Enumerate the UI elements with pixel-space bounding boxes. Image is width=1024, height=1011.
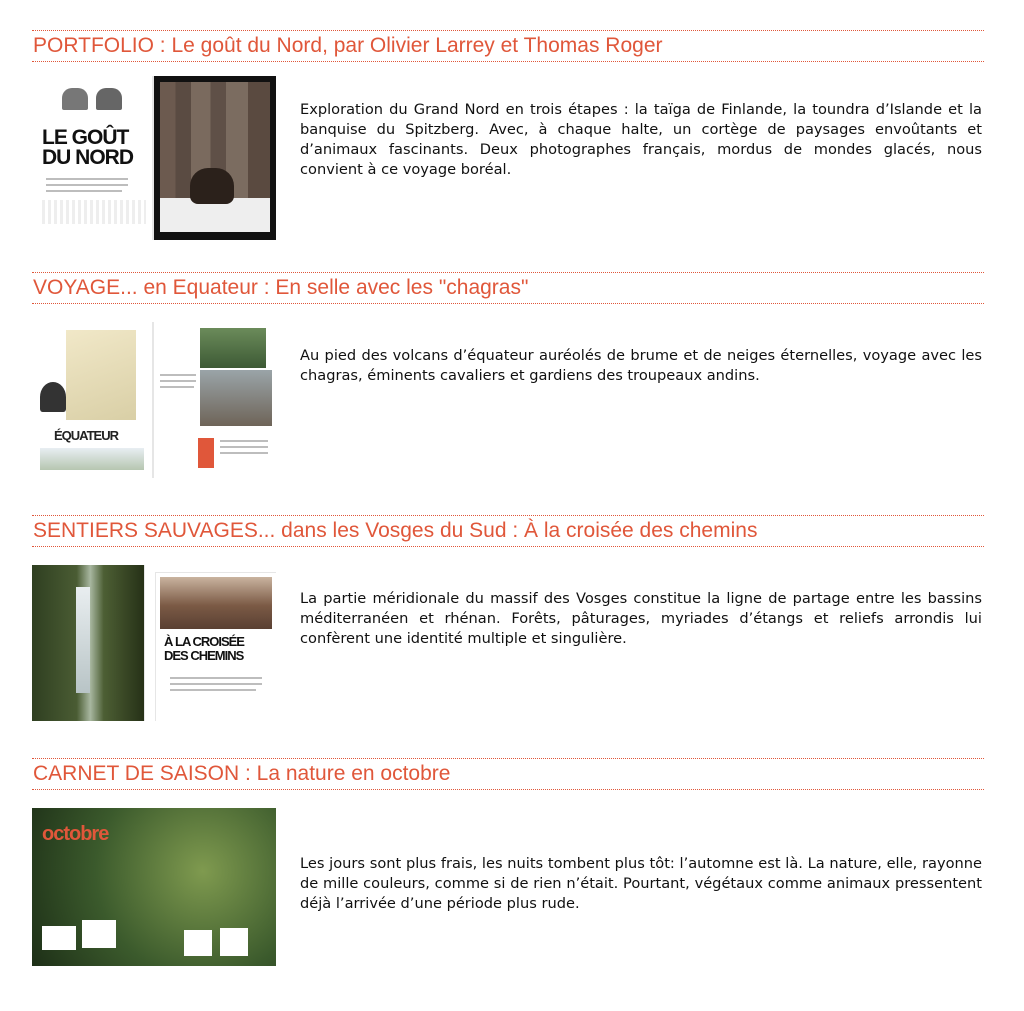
article-portfolio	[32, 30, 984, 245]
thumbnail-headline: À LA CROISÉE DES CHEMINS	[164, 634, 244, 663]
thumbnail-right-page	[156, 573, 276, 721]
thumbnail-right-page	[154, 76, 276, 240]
dotted-divider	[32, 61, 984, 62]
thumbnail-left-page	[32, 322, 152, 478]
article-description: Les jours sont plus frais, les nuits tombent plus tôt: l’automne est là. La nature, elle, rayonne de mille couleurs, comme si de rien n’était. Pourtant, végétaux comme animaux pressentent déjà l’arrivée d’une période plus rude.	[300, 855, 982, 912]
article-title[interactable]: SENTIERS SAUVAGES... dans les Vosges du Sud : À la croisée des chemins	[33, 519, 758, 542]
article-description: Exploration du Grand Nord en trois étapes : la taïga de Finlande, la toundra d’Islande et la banquise du Spitzberg. Avec, à chaque halte, un cortège de paysages envoûtants et d’animaux fascinants. Deux photographes français, mordus de mondes glacés, nous convient à ce voyage boréal.	[300, 101, 982, 178]
article-title[interactable]: VOYAGE... en Equateur : En selle avec les "chagras"	[33, 276, 529, 299]
thumbnail-left-page	[32, 76, 152, 240]
article-thumbnail[interactable]	[32, 808, 276, 966]
dotted-divider	[32, 546, 984, 547]
thumbnail-headline: octobre	[42, 823, 109, 845]
article-description: Au pied des volcans d’équateur auréolés de brume et de neiges éternelles, voyage avec les chagras, éminents cavaliers et gardiens des troupeaux andins.	[300, 347, 982, 384]
article-voyage	[32, 272, 984, 487]
article-carnet-de-saison	[32, 758, 984, 973]
thumbnail-spread	[32, 808, 276, 966]
thumbnail-headline: LE GOÛT DU NORD	[42, 126, 133, 169]
article-thumbnail[interactable]	[32, 322, 276, 478]
dotted-divider	[32, 303, 984, 304]
article-description: La partie méridionale du massif des Vosges constitue la ligne de partage entre les bassins méditerranéen et rhénan. Forêts, pâturages, myriades d’étangs et reliefs arrondis lui confèrent une identité multiple et singulière.	[300, 590, 982, 647]
thumbnail-headline: ÉQUATEUR	[54, 428, 118, 443]
dotted-divider	[32, 789, 984, 790]
thumbnail-right-page	[154, 322, 276, 478]
article-title[interactable]: CARNET DE SAISON : La nature en octobre	[33, 762, 451, 785]
article-title[interactable]: PORTFOLIO : Le goût du Nord, par Olivier Larrey et Thomas Roger	[33, 34, 663, 57]
article-sentiers-sauvages	[32, 515, 984, 730]
article-thumbnail[interactable]	[32, 76, 276, 240]
article-thumbnail[interactable]	[32, 565, 276, 721]
thumbnail-left-page	[32, 565, 144, 721]
